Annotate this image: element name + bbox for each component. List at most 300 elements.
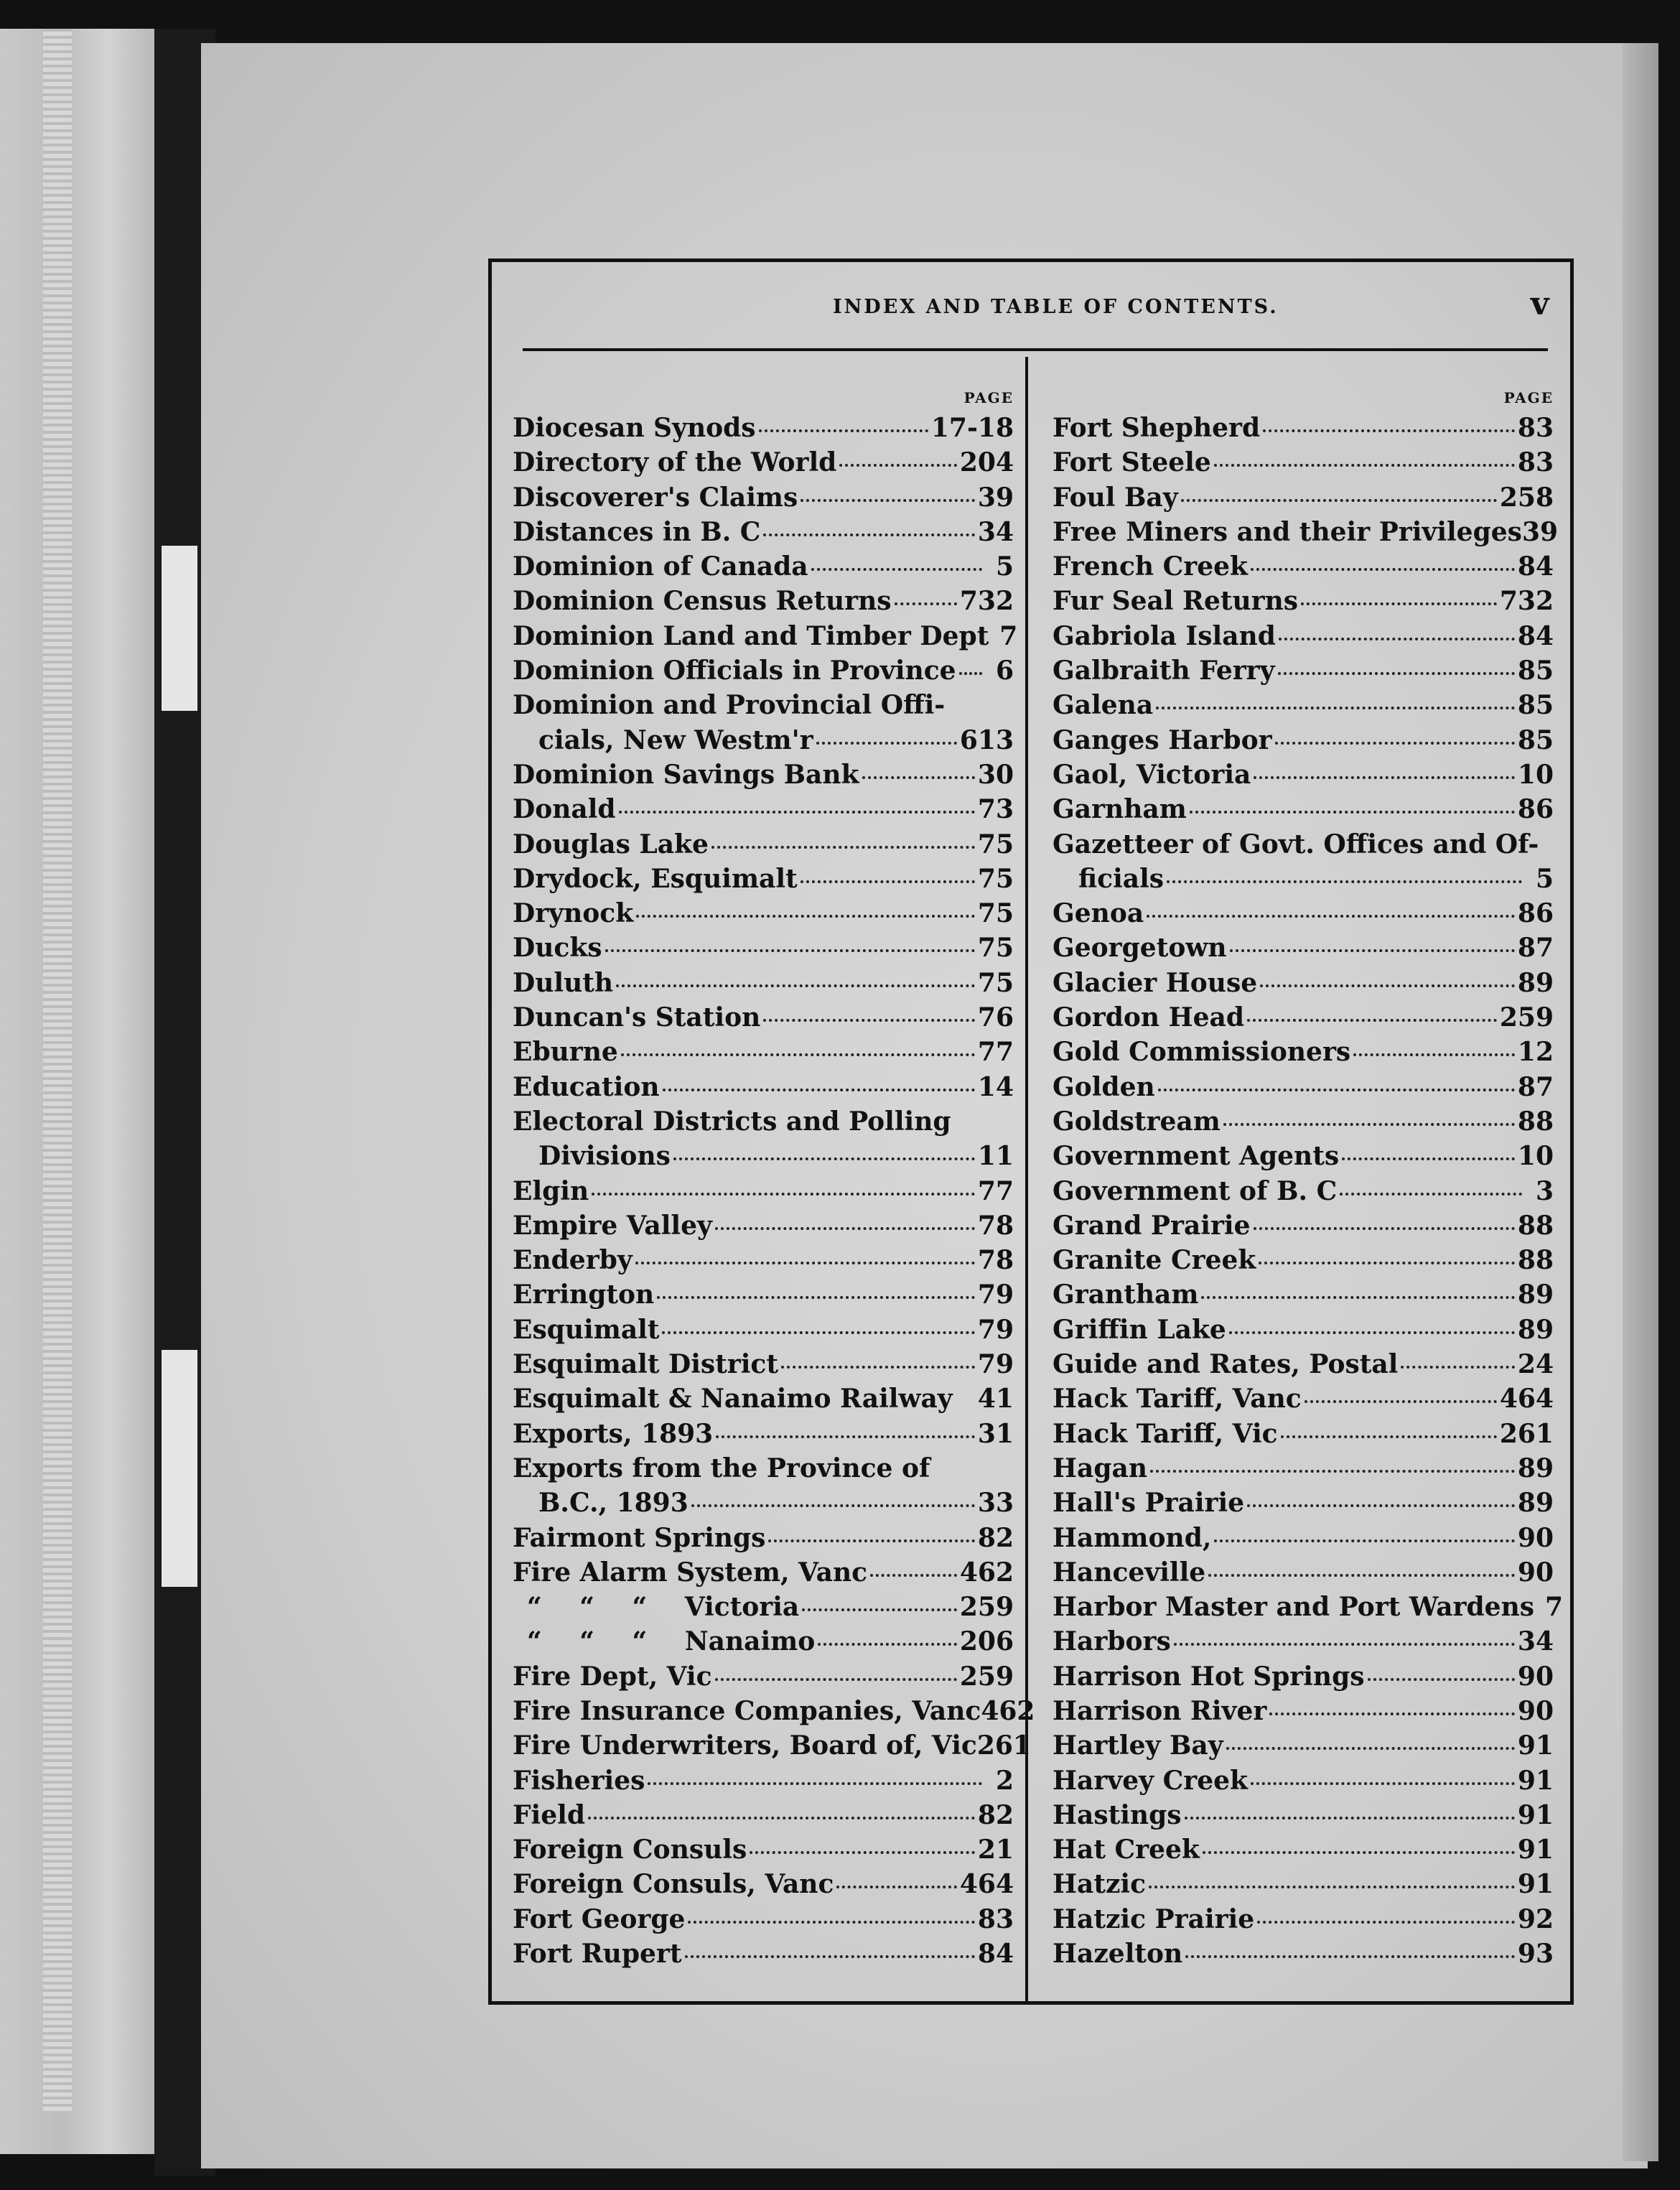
dot-leader: [657, 1296, 975, 1299]
entry-name: Foul Bay: [1053, 482, 1178, 513]
index-entry: [1053, 688, 1554, 722]
dot-leader: [1167, 880, 1522, 883]
entry-page-number: 39: [977, 482, 1014, 513]
dot-leader: [1229, 1331, 1515, 1334]
entry-page-number: 39: [1521, 516, 1559, 547]
entry-page-number: 2: [995, 1765, 1014, 1796]
entry-name: Harrison River: [1053, 1695, 1267, 1726]
entry-name: Foreign Consuls, Vanc: [513, 1869, 834, 1900]
entry-name: Ducks: [513, 933, 602, 964]
index-entry: [513, 1000, 1014, 1035]
entry-name: Galbraith Ferry: [1053, 656, 1275, 686]
entry-page-number: 89: [1517, 1280, 1554, 1310]
entry-name: Hack Tariff, Vanc: [1053, 1384, 1302, 1415]
index-entry: [1053, 1624, 1554, 1659]
index-entry: [513, 723, 1014, 758]
index-entry: [1053, 1486, 1554, 1520]
dot-leader: [716, 1435, 975, 1438]
entry-page-number: 259: [1499, 1002, 1554, 1033]
dot-leader: [1257, 1921, 1515, 1924]
index-entry: [1053, 1694, 1554, 1728]
index-entry: [513, 1486, 1014, 1520]
index-entry: [1053, 1139, 1554, 1173]
index-entry: [1053, 1070, 1554, 1104]
index-entry: [513, 653, 1014, 688]
index-entry: [1053, 1832, 1554, 1867]
index-entry: [513, 1070, 1014, 1104]
dot-leader: [1185, 1955, 1515, 1958]
entry-name: Hat Creek: [1053, 1835, 1200, 1865]
dot-leader: [1281, 1435, 1497, 1438]
index-entry: [1053, 827, 1554, 862]
entry-page-number: 261: [976, 1730, 1031, 1761]
entry-page-number: 83: [1517, 447, 1554, 478]
dot-leader: [839, 464, 957, 467]
dot-leader: [750, 1851, 975, 1854]
dot-leader: [1279, 638, 1515, 640]
index-entry: [513, 1867, 1014, 1901]
entry-name: Hartley Bay: [1053, 1730, 1223, 1761]
entry-page-number: 88: [1517, 1210, 1554, 1241]
entry-name: Fisheries: [513, 1765, 645, 1796]
dot-leader: [802, 1608, 957, 1611]
index-entry: [513, 1832, 1014, 1867]
entry-page-number: 259: [959, 1592, 1014, 1623]
entry-page-number: 87: [1517, 1071, 1554, 1102]
dot-leader: [1301, 602, 1497, 605]
dot-leader: [959, 672, 982, 675]
dot-leader: [1247, 1019, 1497, 1022]
entry-page-number: 5: [995, 551, 1014, 582]
index-entry: [513, 1243, 1014, 1277]
entry-page-number: 82: [977, 1522, 1014, 1553]
index-entry: [1053, 411, 1554, 445]
index-entry: [513, 1763, 1014, 1798]
entry-name: Errington: [513, 1280, 655, 1310]
entry-name: “ “ “ Nanaimo: [527, 1626, 816, 1657]
index-entry: [513, 1694, 1035, 1728]
dot-leader: [1254, 776, 1515, 779]
dot-leader: [662, 1331, 974, 1334]
entry-name: Harrison Hot Springs: [1053, 1661, 1365, 1692]
entry-name: Exports from the Province of: [513, 1453, 930, 1483]
entry-page-number: 24: [1517, 1349, 1554, 1380]
entry-page-number: 90: [1517, 1695, 1554, 1726]
entry-name: Griffin Lake: [1053, 1314, 1226, 1345]
dot-leader: [1401, 1366, 1515, 1369]
entry-page-number: 91: [1517, 1799, 1554, 1830]
entry-name: Eburne: [513, 1037, 618, 1068]
dot-leader: [588, 1817, 975, 1819]
entry-name: Exports, 1893: [513, 1418, 714, 1449]
entry-page-number: 7: [1544, 1592, 1564, 1623]
entry-name: Fire Alarm System, Vanc: [513, 1557, 868, 1588]
dot-leader: [1181, 499, 1497, 502]
entry-name: Hatzic: [1053, 1869, 1147, 1900]
entry-page-number: 5: [1535, 863, 1554, 894]
index-entry: [1053, 1728, 1554, 1763]
entry-page-number: 75: [977, 967, 1014, 998]
dot-leader: [1201, 1296, 1514, 1299]
entry-name: Fire Dept, Vic: [513, 1661, 712, 1692]
entry-name: Hastings: [1053, 1799, 1182, 1830]
dot-leader: [763, 1019, 975, 1022]
dot-leader: [621, 1053, 975, 1056]
entry-name: Government of B. C: [1053, 1175, 1338, 1206]
entry-page-number: 77: [977, 1175, 1014, 1206]
index-entry: [1053, 653, 1554, 688]
dot-leader: [1260, 984, 1515, 987]
index-entry: [1053, 1590, 1564, 1624]
dot-leader: [616, 984, 975, 987]
index-entry: [513, 1659, 1014, 1694]
entry-page-number: 75: [977, 933, 1014, 964]
entry-page-number: 90: [1517, 1661, 1554, 1692]
dot-leader: [1190, 811, 1515, 814]
index-entry: [513, 1313, 1014, 1347]
dot-leader: [636, 915, 975, 918]
entry-page-number: 78: [977, 1245, 1014, 1276]
index-entry: [513, 515, 1014, 549]
dot-leader: [715, 1678, 957, 1681]
index-entry: [513, 862, 1014, 896]
index-entry: [1053, 515, 1559, 549]
entry-name: B.C., 1893: [538, 1488, 689, 1519]
dot-leader: [801, 499, 975, 502]
entry-page-number: 462: [959, 1557, 1014, 1588]
entry-name: Fire Insurance Companies, Vanc: [513, 1695, 981, 1726]
index-entry: [513, 619, 1018, 653]
entry-page-number: 75: [977, 898, 1014, 929]
index-entry: [513, 1139, 1014, 1173]
entry-page-number: 258: [1499, 482, 1554, 513]
dot-leader: [781, 1366, 975, 1369]
entry-name: Guide and Rates, Postal: [1053, 1349, 1399, 1380]
index-entry: [513, 445, 1014, 480]
entry-page-number: 86: [1517, 794, 1554, 825]
index-entry: [1053, 1381, 1554, 1416]
entry-name: Esquimalt District: [513, 1349, 778, 1380]
dot-leader: [1174, 1643, 1515, 1646]
entry-name: Hagan: [1053, 1453, 1148, 1483]
entry-page-number: 92: [1517, 1904, 1554, 1934]
index-entry: [1053, 1521, 1554, 1555]
index-entry: [1053, 1243, 1554, 1277]
index-entry: [1053, 1937, 1554, 1971]
index-entry: [513, 1937, 1014, 1971]
entry-name: Dominion and Provincial Offi-: [513, 690, 946, 721]
entry-page-number: 732: [959, 586, 1014, 617]
entry-page-number: 34: [1517, 1626, 1554, 1657]
index-entry: [1053, 549, 1554, 584]
entry-page-number: 91: [1517, 1835, 1554, 1865]
entry-page-number: 91: [1517, 1730, 1554, 1761]
dot-leader: [1226, 1747, 1515, 1750]
entry-page-number: 261: [1499, 1418, 1554, 1449]
dot-leader: [1147, 915, 1515, 918]
index-entry: [1053, 1035, 1554, 1069]
entry-name: Goldstream: [1053, 1106, 1221, 1137]
entry-name: Elgin: [513, 1175, 589, 1206]
entry-name: Dominion Savings Bank: [513, 759, 859, 790]
dot-leader: [1269, 1713, 1515, 1715]
entry-name: Directory of the World: [513, 447, 837, 478]
dot-leader: [685, 1955, 975, 1958]
dot-leader: [648, 1782, 982, 1785]
entry-name: Foreign Consuls: [513, 1835, 747, 1865]
entry-name: Dominion Census Returns: [513, 586, 892, 617]
entry-name: Galena: [1053, 690, 1154, 721]
entry-page-number: 90: [1517, 1522, 1554, 1553]
entry-name: Fire Underwriters, Board of, Vic: [513, 1730, 977, 1761]
index-entry: [513, 1417, 1014, 1451]
entry-name: Fort Shepherd: [1053, 413, 1261, 443]
index-entry: [513, 1590, 1014, 1624]
entry-name: Hanceville: [1053, 1557, 1206, 1588]
binding-thread: [162, 1350, 197, 1587]
entry-page-number: 88: [1517, 1245, 1554, 1276]
entry-page-number: 89: [1517, 967, 1554, 998]
index-entry: [513, 896, 1014, 931]
entry-name: Gazetteer of Govt. Offices and Of-: [1053, 829, 1539, 859]
entry-name: Duluth: [513, 967, 614, 998]
entry-name: Hall's Prairie: [1053, 1488, 1245, 1519]
index-entry: [1053, 445, 1554, 480]
index-entry: [513, 549, 1014, 584]
entry-page-number: 85: [1517, 690, 1554, 721]
entry-page-number: 87: [1517, 933, 1554, 964]
dot-leader: [663, 1089, 975, 1091]
dot-leader: [1278, 672, 1515, 675]
page-column-label: PAGE: [1503, 389, 1554, 406]
index-entry: [1053, 1451, 1554, 1486]
index-entry: [1053, 1763, 1554, 1798]
index-entry: [1053, 1277, 1554, 1312]
dot-leader: [592, 1193, 975, 1196]
index-entry: [1053, 1104, 1554, 1139]
index-entries-right: [1053, 411, 1564, 1971]
index-entry: [513, 966, 1014, 1000]
dot-leader: [1185, 1817, 1515, 1819]
index-entry: [1053, 1902, 1554, 1937]
dot-leader: [759, 429, 928, 432]
dot-leader: [1214, 1539, 1514, 1542]
index-entry: [1053, 1208, 1554, 1243]
index-entry: [513, 1104, 1014, 1139]
index-entry: [513, 584, 1014, 618]
entry-page-number: 613: [959, 724, 1014, 755]
dot-leader: [1251, 1782, 1515, 1785]
page-header: INDEX AND TABLE OF CONTENTS.: [833, 296, 1279, 318]
entry-page-number: 86: [1517, 898, 1554, 929]
dot-leader: [691, 1504, 975, 1507]
index-entry: [1053, 896, 1554, 931]
entry-name: Government Agents: [1053, 1141, 1340, 1172]
entry-page-number: 732: [1499, 586, 1554, 617]
entry-page-number: 84: [977, 1939, 1014, 1970]
entry-name: Fort Steele: [1053, 447, 1211, 478]
entry-name: Duncan's Station: [513, 1002, 761, 1033]
entry-name: Empire Valley: [513, 1210, 712, 1241]
entry-name: Enderby: [513, 1245, 633, 1276]
entry-page-number: 83: [1517, 413, 1554, 443]
entry-name: Dominion Land and Timber Dept: [513, 620, 989, 651]
index-entry: [513, 931, 1014, 965]
entry-page-number: 34: [977, 516, 1014, 547]
index-entry: [513, 1347, 1014, 1381]
entry-page-number: 85: [1517, 724, 1554, 755]
index-column-right: [1053, 385, 1564, 1971]
dot-leader: [619, 811, 975, 814]
entry-page-number: 84: [1517, 551, 1554, 582]
dot-leader: [768, 1539, 974, 1542]
entry-page-number: 79: [977, 1280, 1014, 1310]
entry-page-number: 206: [959, 1626, 1014, 1657]
entry-page-number: 464: [1499, 1384, 1554, 1415]
entry-name: Field: [513, 1799, 585, 1830]
entry-name: Diocesan Synods: [513, 413, 756, 443]
dot-leader: [1156, 707, 1515, 709]
dot-leader: [1223, 1123, 1515, 1126]
entry-page-number: 79: [977, 1314, 1014, 1345]
entry-page-number: 462: [981, 1695, 1035, 1726]
page-folio: v: [1531, 286, 1549, 322]
index-entry: [513, 1208, 1014, 1243]
entry-name: Hazelton: [1053, 1939, 1183, 1970]
entry-name: Grantham: [1053, 1280, 1199, 1310]
index-entry: [1053, 480, 1554, 515]
entry-page-number: 464: [959, 1869, 1014, 1900]
index-entries-left: [513, 411, 1035, 1971]
index-entry: [513, 827, 1014, 862]
index-entry: [1053, 723, 1554, 758]
dot-leader: [1230, 949, 1515, 952]
dot-leader: [1149, 1886, 1515, 1888]
entry-name: Harbor Master and Port Wardens: [1053, 1592, 1535, 1623]
entry-page-number: 85: [1517, 656, 1554, 686]
index-entry: [513, 1798, 1014, 1832]
dot-leader: [1150, 1470, 1515, 1473]
entry-page-number: 76: [977, 1002, 1014, 1033]
dot-leader: [1251, 568, 1515, 571]
dot-leader: [1368, 1678, 1515, 1681]
index-entry: [513, 1624, 1014, 1659]
entry-name: Electoral Districts and Polling: [513, 1106, 951, 1137]
entry-name: Divisions: [538, 1141, 671, 1172]
index-entry: [513, 1902, 1014, 1937]
dot-leader: [1275, 742, 1515, 745]
dot-leader: [818, 1643, 957, 1646]
dot-leader: [1247, 1504, 1515, 1507]
entry-page-number: 78: [977, 1210, 1014, 1241]
entry-page-number: 91: [1517, 1765, 1554, 1796]
entry-page-number: 90: [1517, 1557, 1554, 1588]
entry-name: Esquimalt & Nanaimo Railway: [513, 1384, 953, 1415]
entry-name: Glacier House: [1053, 967, 1258, 998]
entry-page-number: 6: [995, 656, 1014, 686]
entry-name: Georgetown: [1053, 933, 1227, 964]
dot-leader: [605, 949, 975, 952]
entry-page-number: 12: [1517, 1037, 1554, 1068]
index-entry: [1053, 1313, 1554, 1347]
dot-leader: [635, 1262, 975, 1264]
entry-name: Education: [513, 1071, 660, 1102]
entry-name: Gabriola Island: [1053, 620, 1276, 651]
entry-name: Harbors: [1053, 1626, 1171, 1657]
entry-name: Grand Prairie: [1053, 1210, 1251, 1241]
index-entry: [513, 1521, 1014, 1555]
index-entry: [1053, 1798, 1554, 1832]
dot-leader: [862, 776, 975, 779]
dot-leader: [1208, 1574, 1515, 1577]
index-entry: [1053, 584, 1554, 618]
dot-leader: [711, 846, 975, 849]
dot-leader: [763, 533, 974, 536]
entry-page-number: 82: [977, 1799, 1014, 1830]
entry-name: Fairmont Springs: [513, 1522, 766, 1553]
dot-leader: [811, 568, 982, 571]
entry-name: Gordon Head: [1053, 1002, 1245, 1033]
dot-leader: [1259, 1262, 1515, 1264]
entry-page-number: 10: [1517, 759, 1554, 790]
entry-page-number: 91: [1517, 1869, 1554, 1900]
entry-page-number: 259: [959, 1661, 1014, 1692]
dot-leader: [1158, 1089, 1515, 1091]
entry-page-number: 84: [1517, 620, 1554, 651]
dot-leader: [673, 1157, 975, 1160]
index-entry: [513, 1728, 1031, 1763]
entry-name: Harvey Creek: [1053, 1765, 1248, 1796]
book-spine: [0, 29, 154, 2154]
dot-leader: [895, 602, 957, 605]
entry-name: Genoa: [1053, 898, 1144, 929]
index-column-left: [513, 385, 1035, 1971]
entry-name: Hammond,: [1053, 1522, 1212, 1553]
index-entry: [513, 792, 1014, 826]
entry-page-number: 75: [977, 863, 1014, 894]
entry-page-number: 89: [1517, 1453, 1554, 1483]
index-entry: [1053, 1417, 1554, 1451]
entry-page-number: 14: [977, 1071, 1014, 1102]
entry-page-number: 77: [977, 1037, 1014, 1068]
entry-page-number: 93: [1517, 1939, 1554, 1970]
page-column-label: PAGE: [963, 389, 1014, 406]
index-entry: [1053, 792, 1554, 826]
entry-page-number: 88: [1517, 1106, 1554, 1137]
entry-name: Drydock, Esquimalt: [513, 863, 798, 894]
entry-page-number: 41: [977, 1384, 1014, 1415]
dot-leader: [1342, 1157, 1515, 1160]
entry-name: Dominion of Canada: [513, 551, 808, 582]
index-entry: [1053, 758, 1554, 792]
index-entry: [1053, 1555, 1554, 1590]
dot-leader: [1305, 1400, 1497, 1403]
entry-name: Douglas Lake: [513, 829, 709, 859]
index-entry: [1053, 862, 1554, 896]
index-entry: [1053, 1000, 1554, 1035]
dot-leader: [1254, 1227, 1515, 1230]
spine-stitching: [43, 29, 72, 2111]
dot-leader: [1203, 1851, 1515, 1854]
entry-name: Granite Creek: [1053, 1245, 1256, 1276]
entry-page-number: 75: [977, 829, 1014, 859]
binding-thread: [162, 546, 197, 711]
entry-name: ficials: [1078, 863, 1165, 894]
entry-name: Fort Rupert: [513, 1939, 682, 1970]
entry-page-number: 73: [977, 794, 1014, 825]
dot-leader: [816, 742, 957, 745]
entry-page-number: 17-18: [930, 413, 1014, 443]
